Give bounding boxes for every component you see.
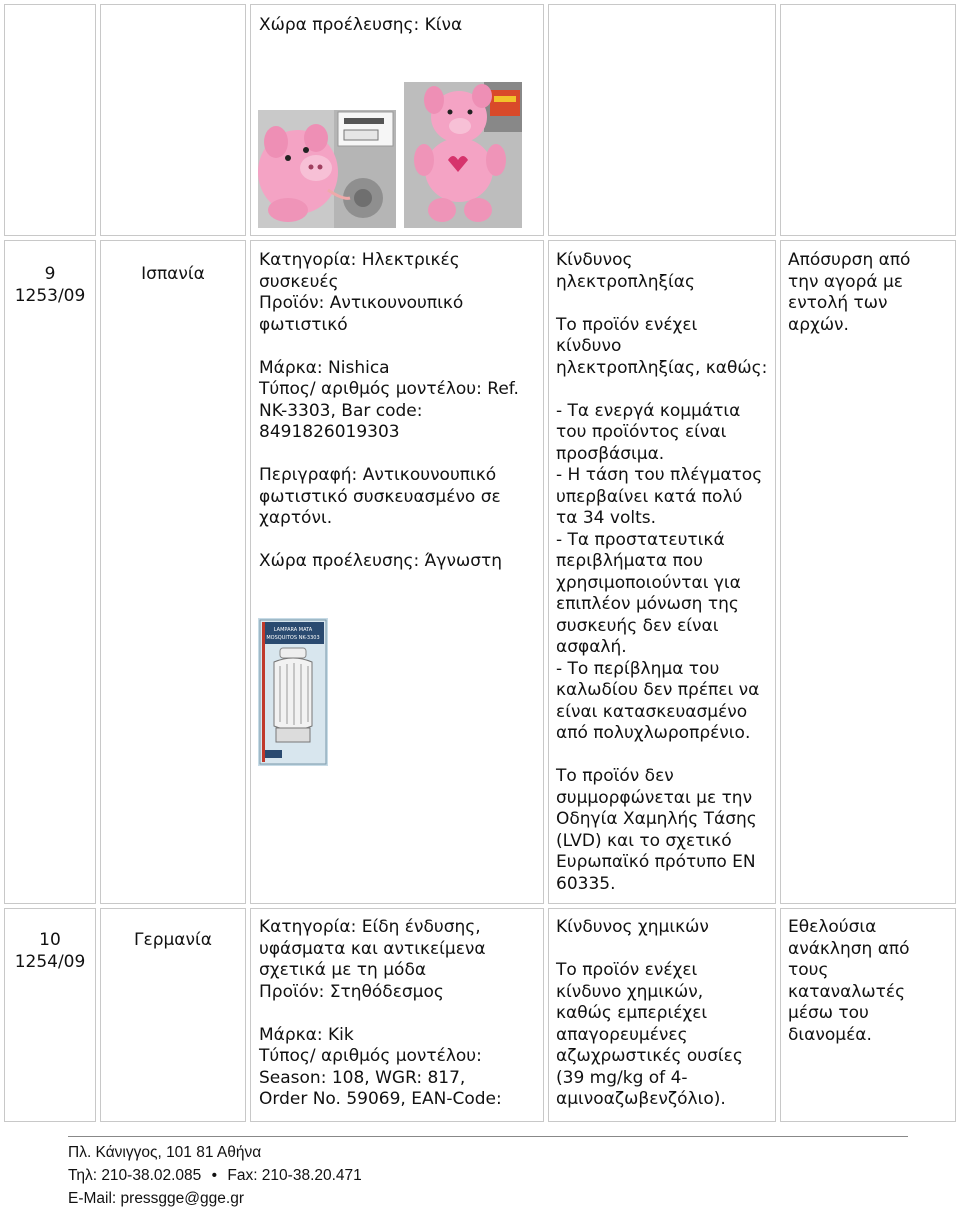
row10-risk-gap bbox=[556, 939, 743, 961]
row9-number: 9 bbox=[44, 264, 56, 284]
row9-risk-line: κίνδυνο bbox=[556, 336, 622, 356]
row9-product-line: NK-3303, Bar code: bbox=[259, 400, 423, 421]
footer-address: Πλ. Κάνιγγος, 101 81 Αθήνα bbox=[68, 1144, 262, 1161]
row9-risk-line: υπερβαίνει κατά πολύ bbox=[556, 486, 743, 507]
row9-risk-description bbox=[556, 250, 767, 895]
row9-risk-line: επιπλέον μόνωση της bbox=[556, 594, 739, 614]
row9-product-line: φωτιστικό συσκευασμένο σε bbox=[259, 486, 501, 507]
row9-product-line: συσκευές bbox=[259, 271, 339, 292]
footer-fax: Fax: 210-38.20.471 bbox=[227, 1167, 362, 1184]
row10-product-line: Τύπος/ αριθμός μοντέλου: bbox=[259, 1046, 482, 1066]
row9-risk-line: Κίνδυνος bbox=[556, 250, 633, 270]
row9-product-gap bbox=[259, 444, 519, 466]
row10-product-line: Κατηγορία: Είδη ένδυσης, bbox=[259, 917, 481, 937]
row10-product-line: Order No. 59069, EAN-Code: bbox=[259, 1089, 502, 1109]
row10-product-gap bbox=[259, 1003, 502, 1025]
row10-risk-line: (39 mg/kg of 4- bbox=[556, 1067, 688, 1088]
row9-risk-line: του προϊόντος είναι bbox=[556, 422, 727, 442]
row9-risk-line: 60335. bbox=[556, 873, 616, 894]
footer-contact bbox=[68, 1164, 362, 1187]
pig-toy-photo-1 bbox=[258, 110, 396, 228]
package-label: LAMPARA MATA bbox=[273, 627, 313, 633]
row10-measure-line: μέσω του bbox=[788, 1003, 869, 1023]
row9-product-line: Τύπος/ αριθμός μοντέλου: Ref. bbox=[259, 379, 519, 399]
svg-text:MOSQUITOS NK-3303: MOSQUITOS NK-3303 bbox=[266, 635, 320, 641]
row10-measure-line: τους bbox=[788, 960, 829, 980]
row9-product-line: χαρτόνι. bbox=[259, 508, 333, 528]
footer-phone: Τηλ: 210-38.02.085 bbox=[68, 1167, 202, 1184]
row10-product-line: Προϊόν: Στηθόδεσμος bbox=[259, 981, 444, 1002]
row10-measure-line: καταναλωτές bbox=[788, 981, 906, 1002]
row9-product-line: Κατηγορία: Ηλεκτρικές bbox=[259, 250, 460, 270]
row10-risk-description bbox=[556, 917, 743, 1111]
top-cell-measure bbox=[780, 4, 956, 236]
row9-risk-gap bbox=[556, 745, 767, 767]
row10-risk-line: απαγορευμένες bbox=[556, 1024, 688, 1045]
footer-bullet: • bbox=[211, 1167, 218, 1184]
row10-product-description bbox=[259, 917, 502, 1111]
row9-risk-line: συσκευής δεν είναι bbox=[556, 615, 719, 636]
row9-ref: 1253/09 bbox=[14, 286, 86, 306]
row9-risk-line: - Τα ενεργά κομμάτια bbox=[556, 400, 741, 421]
row10-product-line: Μάρκα: Kik bbox=[259, 1024, 354, 1045]
row10-risk-line: Κίνδυνος χημικών bbox=[556, 917, 709, 937]
row9-measure-line: Απόσυρση από bbox=[788, 250, 911, 270]
top-cell-country bbox=[100, 4, 246, 236]
row9-product-line: φωτιστικό bbox=[259, 314, 348, 335]
row9-measure bbox=[788, 250, 910, 336]
row9-risk-line: χρησιμοποιούνται για bbox=[556, 572, 741, 593]
row9-risk-line: - Το περίβλημα του bbox=[556, 658, 720, 679]
row10-product-line: υφάσματα και αντικείμενα bbox=[259, 938, 486, 959]
footer-email: E-Mail: pressgge@gge.gr bbox=[68, 1190, 244, 1207]
row10-risk-line: Το προϊόν ενέχει bbox=[556, 960, 698, 980]
row9-product-description bbox=[259, 250, 519, 530]
row9-product-line: Μάρκα: Nishica bbox=[259, 357, 390, 378]
row9-risk-line: καλωδίου δεν πρέπει να bbox=[556, 680, 760, 700]
row9-origin: Χώρα προέλευσης: Άγνωστη bbox=[259, 551, 502, 571]
mosquito-lamp-photo bbox=[258, 618, 328, 766]
row9-risk-line: Το προϊόν δεν bbox=[556, 766, 674, 786]
row10-measure-line: ανάκληση από bbox=[788, 938, 910, 959]
row10-measure-line: Εθελούσια bbox=[788, 917, 877, 937]
row10-number: 10 bbox=[39, 930, 61, 950]
top-cell-risk bbox=[548, 4, 776, 236]
top-origin-text: Χώρα προέλευσης: Κίνα bbox=[259, 15, 463, 35]
row10-country: Γερμανία bbox=[134, 930, 212, 950]
row9-risk-line: - Η τάση του πλέγματος bbox=[556, 465, 763, 485]
row9-risk-line: (LVD) και το σχετικό bbox=[556, 830, 732, 851]
row9-risk-line: συμμορφώνεται με την bbox=[556, 787, 753, 808]
row10-risk-line: κίνδυνο χημικών, bbox=[556, 981, 704, 1002]
row9-product-gap bbox=[259, 336, 519, 358]
row9-risk-gap bbox=[556, 379, 767, 401]
row9-country-cell bbox=[100, 240, 246, 904]
row9-risk-line: ασφαλή. bbox=[556, 637, 627, 657]
pig-toy-photo-2 bbox=[404, 82, 522, 228]
row10-risk-line: αζωχρωστικές ουσίες bbox=[556, 1046, 743, 1066]
row9-risk-line: ηλεκτροπληξίας, καθώς: bbox=[556, 357, 768, 378]
row9-risk-gap bbox=[556, 293, 767, 315]
row9-risk-line: περιβλήματα που bbox=[556, 551, 703, 571]
row9-product-line: Προϊόν: Αντικουνουπικό bbox=[259, 293, 464, 313]
row9-risk-line: Το προϊόν ενέχει bbox=[556, 314, 698, 335]
row9-risk-line: ηλεκτροπληξίας bbox=[556, 271, 695, 292]
row9-risk-line: Οδηγία Χαμηλής Τάσης bbox=[556, 809, 757, 829]
row10-product-line: Season: 108, WGR: 817, bbox=[259, 1067, 466, 1088]
row10-product-line: σχετικά με τη μόδα bbox=[259, 960, 427, 980]
row9-country: Ισπανία bbox=[141, 264, 205, 284]
row9-measure-line: εντολή των bbox=[788, 293, 888, 313]
row9-risk-line: τα 34 volts. bbox=[556, 508, 656, 528]
row9-measure-cell bbox=[780, 240, 956, 904]
row10-risk-line: καθώς εμπεριέχει bbox=[556, 1003, 708, 1023]
footer-rule bbox=[68, 1136, 908, 1137]
row9-product-line: Περιγραφή: Αντικουνουπικό bbox=[259, 465, 497, 485]
row9-risk-line: από πολυχλωροπρένιο. bbox=[556, 723, 751, 743]
row9-risk-line: Ευρωπαϊκό πρότυπο EN bbox=[556, 852, 756, 872]
row9-risk-line: προσβάσιμα. bbox=[556, 443, 665, 464]
row9-risk-line: είναι κατασκευασμένο bbox=[556, 701, 748, 722]
top-cell-number bbox=[4, 4, 96, 236]
row9-measure-line: την αγορά με bbox=[788, 271, 903, 292]
row10-ref: 1254/09 bbox=[14, 952, 86, 972]
row9-product-line: 8491826019303 bbox=[259, 422, 400, 442]
row9-measure-line: αρχών. bbox=[788, 314, 849, 335]
row9-risk-line: - Τα προστατευτικά bbox=[556, 529, 725, 550]
row9-number-cell bbox=[4, 240, 96, 904]
row10-measure-line: διανομέα. bbox=[788, 1024, 872, 1045]
row10-measure bbox=[788, 917, 910, 1046]
row10-risk-line: αμινοαζωβενζόλιο). bbox=[556, 1089, 726, 1109]
